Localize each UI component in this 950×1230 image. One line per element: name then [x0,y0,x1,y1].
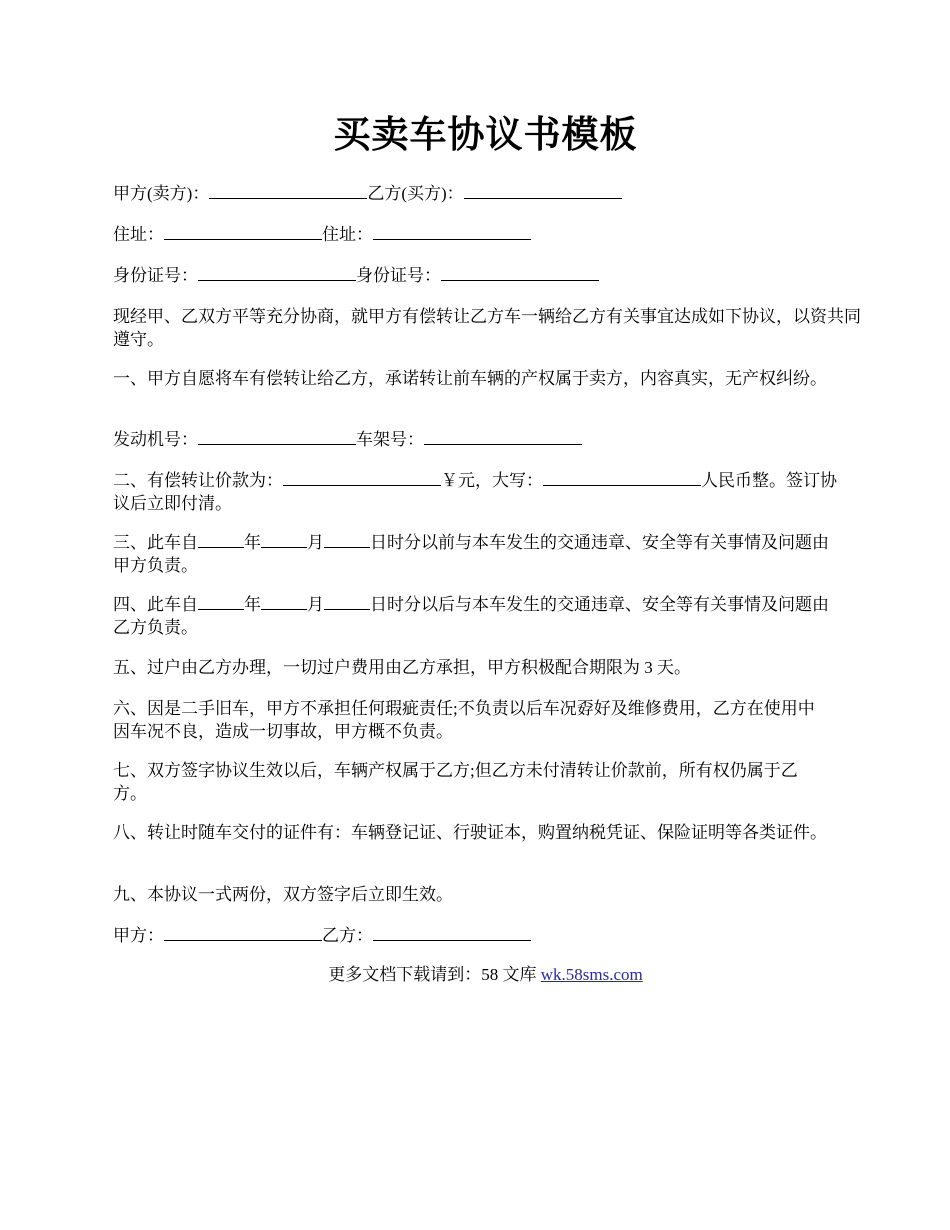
seller-id-label: 身份证号： [113,266,198,285]
buyer-signature-blank [373,924,531,941]
year-blank [198,593,244,610]
month-blank [261,531,307,548]
seller-signature-blank [164,924,322,941]
seller-label: 甲方(卖方)： [113,184,210,203]
engine-number-blank [198,428,356,445]
engine-line [113,428,582,451]
price-number-blank [283,469,441,486]
price-words-blank [543,469,701,486]
clause-4-suffix: 日时分以后与本车发生的交通违章、安全等有关事情及问题由乙方负责。 [113,595,829,637]
buyer-name-blank [464,182,622,199]
clause-3 [113,531,833,577]
clause-4 [113,593,833,639]
month-blank [261,593,307,610]
footer-link[interactable]: wk.58sms.com [540,965,643,984]
year-label: 年 [244,533,261,552]
seller-name-blank [209,182,367,199]
footer [113,963,858,986]
clause-2-prefix: 二、有偿转让价款为： [113,471,283,490]
buyer-address-label: 住址： [322,225,373,244]
clause-3-prefix: 三、此车自 [113,533,198,552]
intro-paragraph: 现经甲、乙双方平等充分协商，就甲方有偿转让乙方车一辆给乙方有关事宜达成如下协议，以资共同遵守。 [113,307,861,349]
seller-address-blank [164,223,322,240]
frame-label: 车架号： [356,430,424,449]
party-line [113,182,622,205]
frame-number-blank [424,428,582,445]
clause-5: 五、过户由乙方办理，一切过户费用由乙方承担，甲方积极配合期限为 3 天。 [113,658,691,677]
day-blank [324,531,370,548]
year-label: 年 [244,595,261,614]
month-label: 月 [307,595,324,614]
clause-6: 六、因是二手旧车，甲方不承担任何瑕疵责任;不负责以后车况孬好及维修费用，乙方在使用中因车况不良，造成一切事故，甲方概不负责。 [113,699,815,741]
seller-id-blank [198,264,356,281]
buyer-signature-label: 乙方： [322,926,373,945]
document-title: 买卖车协议书模板 [333,115,638,156]
clause-4-prefix: 四、此车自 [113,595,198,614]
clause-3-suffix: 日时分以前与本车发生的交通违章、安全等有关事情及问题由甲方负责。 [113,533,829,575]
seller-address-label: 住址： [113,225,164,244]
year-blank [198,531,244,548]
seller-signature-label: 甲方： [113,926,164,945]
engine-label: 发动机号： [113,430,198,449]
clause-7: 七、双方签字协议生效以后，车辆产权属于乙方;但乙方未付清转让价款前，所有权仍属于乙方。 [113,761,798,803]
clause-1: 一、甲方自愿将车有偿转让给乙方，承诺转让前车辆的产权属于卖方，内容真实，无产权纠纷。 [113,369,827,388]
buyer-label: 乙方(买方)： [367,184,464,203]
clause-2 [113,469,843,515]
id-line [113,264,599,287]
clause-9: 九、本协议一式两份，双方签字后立即生效。 [113,885,453,904]
signature-line [113,924,531,947]
buyer-id-label: 身份证号： [356,266,441,285]
clause-8: 八、转让时随车交付的证件有：车辆登记证、行驶证本，购置纳税凭证、保险证明等各类证件。 [113,823,827,842]
buyer-address-blank [373,223,531,240]
month-label: 月 [307,533,324,552]
clause-2-suffix: 人民币整。签订协议后立即付清。 [113,471,837,513]
clause-2-middle: ￥元，大写： [441,471,543,490]
footer-text: 更多文档下载请到：58 文库 [328,965,541,984]
buyer-id-blank [441,264,599,281]
day-blank [324,593,370,610]
address-line [113,223,531,246]
